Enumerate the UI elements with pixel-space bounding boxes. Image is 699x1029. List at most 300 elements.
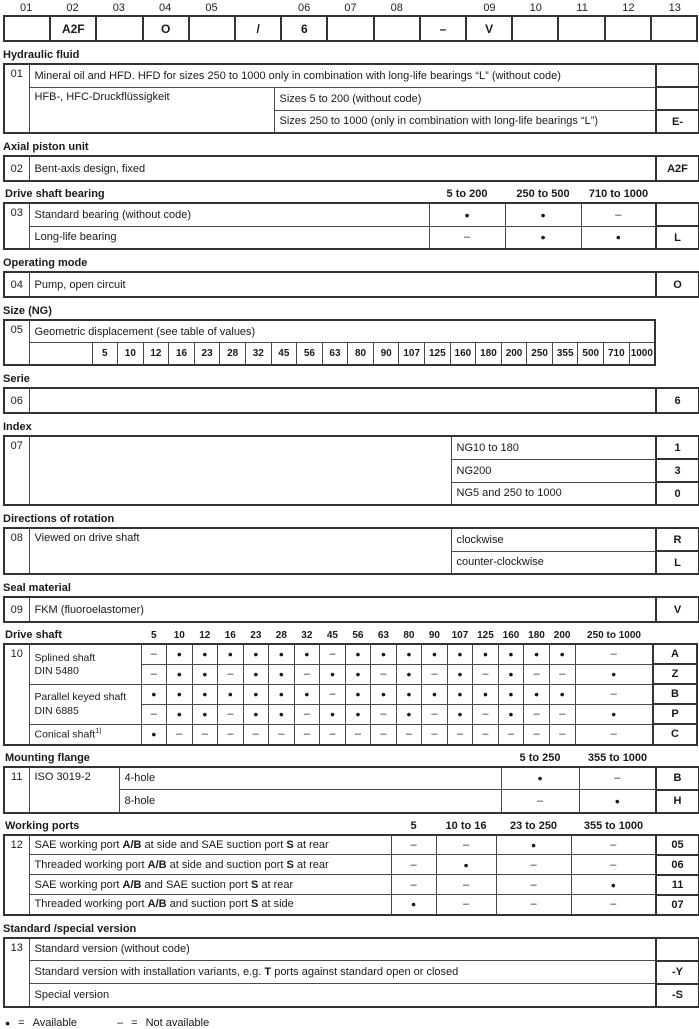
description: Mineral oil and HFD. HFD for sizes 250 to 1000 only in combination with long-life bearings “L” (without code) xyxy=(29,64,656,87)
table-row xyxy=(4,343,655,366)
availability-mark xyxy=(422,724,448,745)
description: NG10 to 180 xyxy=(451,436,656,459)
available-dot-icon: ● xyxy=(253,669,259,679)
not-available-dash-icon: – xyxy=(462,838,470,851)
available-dot-icon: ● xyxy=(176,669,182,679)
description: Standard bearing (without code) xyxy=(29,203,429,226)
code-cell: 0 xyxy=(656,482,699,505)
column-header: 23 to 250 xyxy=(509,819,558,832)
strip-label: 09 xyxy=(483,2,496,14)
section-title-axial-piston-unit: Axial piston unit xyxy=(3,141,89,153)
availability-mark xyxy=(496,835,571,855)
available-dot-icon: ● xyxy=(227,649,233,660)
rotation-table xyxy=(3,527,699,575)
not-available-dash-icon: – xyxy=(610,688,617,700)
available-dot-icon: ● xyxy=(278,649,284,660)
size-cell: 5 xyxy=(92,343,118,366)
availability-mark xyxy=(501,767,579,790)
strip-value-box: V xyxy=(467,17,513,40)
strip-label: 08 xyxy=(390,2,403,14)
availability-mark xyxy=(192,704,218,724)
not-available-dash-icon: – xyxy=(410,858,417,871)
available-dot-icon: ● xyxy=(611,669,617,679)
availability-mark xyxy=(571,895,656,915)
availability-mark xyxy=(167,644,193,664)
available-dot-icon: ● xyxy=(355,709,361,719)
column-header: 200 xyxy=(553,629,571,641)
available-dot-icon: ● xyxy=(202,649,208,660)
available-dot-icon: ● xyxy=(614,795,620,806)
availability-mark xyxy=(371,684,397,704)
serie-table xyxy=(3,387,699,414)
strip-value-box xyxy=(375,17,421,40)
availability-mark xyxy=(167,664,193,684)
row-number: 04 xyxy=(4,272,29,297)
standard-version-table xyxy=(3,937,699,1008)
row-number: 09 xyxy=(4,597,29,622)
code-cell: 6 xyxy=(656,388,699,413)
drive-shaft-table xyxy=(3,623,698,746)
availability-mark xyxy=(167,704,193,724)
code-cell: A2F xyxy=(656,156,699,181)
description: Special version xyxy=(29,984,656,1007)
not-available-dash-icon: – xyxy=(536,794,544,807)
strip-value-box: A2F xyxy=(51,17,97,40)
available-dot-icon: ● xyxy=(457,709,463,719)
code-cell: V xyxy=(656,597,699,622)
table-row xyxy=(4,767,699,790)
code-strip-boxes xyxy=(3,15,698,42)
not-available-dash-icon: – xyxy=(482,728,489,740)
code-cell: 06 xyxy=(656,855,699,875)
size-cell: 45 xyxy=(271,343,297,366)
availability-mark xyxy=(243,664,269,684)
available-dot-icon: ● xyxy=(355,649,361,660)
not-available-dash-icon: – xyxy=(431,708,438,720)
description: clockwise xyxy=(451,528,656,551)
description: 8-hole xyxy=(119,790,501,813)
availability-mark xyxy=(396,684,422,704)
not-available-dash-icon: – xyxy=(117,1016,124,1029)
available-dot-icon: ● xyxy=(380,649,386,660)
availability-mark xyxy=(192,664,218,684)
availability-mark xyxy=(294,724,320,745)
column-header: 355 to 1000 xyxy=(587,751,648,764)
availability-mark xyxy=(473,684,499,704)
availability-mark xyxy=(391,895,436,915)
size-cell: 12 xyxy=(143,343,169,366)
description: FKM (fluoroelastomer) xyxy=(29,597,656,622)
availability-mark xyxy=(391,835,436,855)
availability-mark xyxy=(192,724,218,745)
not-available-dash-icon: – xyxy=(462,898,470,911)
code-cell: 07 xyxy=(656,895,699,915)
available-dot-icon: ● xyxy=(410,899,417,910)
available-dot-icon: ● xyxy=(355,669,361,679)
availability-mark xyxy=(320,704,346,724)
column-header: 12 xyxy=(199,629,211,641)
description: Threaded working port A/B and suction port S at side xyxy=(29,895,391,915)
strip-value-box xyxy=(606,17,652,40)
section-header-row xyxy=(4,623,697,644)
column-header: 56 xyxy=(352,629,364,641)
table-row xyxy=(4,320,655,343)
description: Sizes 5 to 200 (without code) xyxy=(274,87,656,110)
not-available-dash-icon: – xyxy=(559,728,566,740)
availability-mark xyxy=(571,855,656,875)
description: Geometric displacement (see table of values) xyxy=(29,320,655,343)
size-cell: 28 xyxy=(220,343,246,366)
code-cell: B xyxy=(656,767,699,790)
availability-mark xyxy=(498,684,524,704)
not-available-dash-icon: – xyxy=(559,668,566,680)
not-available-dash-icon: – xyxy=(482,708,489,720)
size-cell: 160 xyxy=(450,343,476,366)
section-title-hydraulic-fluid: Hydraulic fluid xyxy=(3,49,80,61)
availability-mark xyxy=(320,724,346,745)
not-available-dash-icon: – xyxy=(303,728,310,740)
size-cell: 250 xyxy=(527,343,553,366)
availability-mark xyxy=(391,875,436,895)
strip-label: 11 xyxy=(576,2,588,14)
description: counter-clockwise xyxy=(451,551,656,574)
strip-value-box: / xyxy=(236,17,282,40)
size-cell: 500 xyxy=(578,343,604,366)
available-dot-icon: ● xyxy=(464,209,470,220)
available-dot-icon: ● xyxy=(463,859,469,870)
description xyxy=(29,388,656,413)
available-dot-icon: ● xyxy=(151,729,157,739)
size-cell: 125 xyxy=(425,343,451,366)
not-available-dash-icon: – xyxy=(410,838,417,851)
row-number: 06 xyxy=(4,388,29,413)
size-cell: 32 xyxy=(245,343,271,366)
availability-mark xyxy=(269,664,295,684)
table-row xyxy=(4,528,699,551)
code-cell: 05 xyxy=(656,835,699,855)
not-available-dash-icon: – xyxy=(329,648,336,661)
table-row xyxy=(4,597,699,622)
availability-mark xyxy=(218,704,244,724)
row-number: 05 xyxy=(4,320,29,365)
availability-mark xyxy=(396,724,422,745)
availability-mark xyxy=(218,684,244,704)
available-dot-icon: ● xyxy=(253,689,259,699)
not-available-dash-icon: – xyxy=(610,898,617,911)
column-header: 355 to 1000 xyxy=(583,819,644,832)
available-dot-icon: ● xyxy=(537,773,543,784)
section-title-serie: Serie xyxy=(3,373,30,385)
description: SAE working port A/B at side and SAE suction port S at rear xyxy=(29,835,391,855)
column-header: 160 xyxy=(502,629,520,641)
column-header: 125 xyxy=(477,629,494,641)
row-number: 02 xyxy=(4,156,29,181)
code-cell: L xyxy=(656,226,699,249)
column-header: 180 xyxy=(528,629,545,641)
legend-not-available-label: Not available xyxy=(145,1016,210,1029)
column-header: 28 xyxy=(275,629,287,641)
not-available-dash-icon: – xyxy=(278,728,285,740)
not-available-dash-icon: – xyxy=(329,728,336,740)
availability-mark xyxy=(579,790,656,813)
availability-mark xyxy=(549,664,575,684)
code-cell: Z xyxy=(653,664,697,684)
code-cell: 1 xyxy=(656,436,699,459)
legend-available-label: Available xyxy=(32,1016,78,1029)
code-cell xyxy=(656,938,699,961)
availability-mark xyxy=(371,664,397,684)
table-row xyxy=(4,272,699,297)
size-cell: 200 xyxy=(501,343,527,366)
available-dot-icon: ● xyxy=(559,649,565,660)
available-dot-icon: ● xyxy=(176,709,182,719)
available-dot-icon: ● xyxy=(457,669,463,679)
availability-mark xyxy=(371,724,397,745)
availability-mark xyxy=(243,724,269,745)
section-title-standard-version: Standard /special version xyxy=(3,922,137,935)
mounting-flange-table xyxy=(3,746,699,814)
availability-mark xyxy=(498,664,524,684)
code-cell: A xyxy=(653,644,697,664)
description: Parallel keyed shaft DIN 6885 xyxy=(29,684,141,724)
availability-mark xyxy=(345,724,371,745)
row-number: 12 xyxy=(4,835,29,915)
available-dot-icon: ● xyxy=(278,709,284,719)
availability-mark xyxy=(345,664,371,684)
available-dot-icon: ● xyxy=(615,232,621,243)
description: Standard version (without code) xyxy=(29,938,656,961)
available-dot-icon: ● xyxy=(253,709,259,719)
availability-mark xyxy=(320,664,346,684)
available-dot-icon: ● xyxy=(253,649,259,660)
availability-mark xyxy=(422,704,448,724)
size-cell: 710 xyxy=(604,343,630,366)
size-cell: 90 xyxy=(373,343,399,366)
description: Threaded working port A/B at side and suction port S at rear xyxy=(29,855,391,875)
axial-piston-unit-table xyxy=(3,155,699,182)
column-header: 16 xyxy=(224,629,236,641)
size-cell: 355 xyxy=(552,343,578,366)
strip-label xyxy=(420,2,466,14)
available-dot-icon: ● xyxy=(304,649,310,660)
available-dot-icon: ● xyxy=(406,669,412,679)
availability-mark xyxy=(447,644,473,664)
not-available-dash-icon: – xyxy=(462,878,470,891)
section-title-size: Size (NG) xyxy=(3,305,52,317)
code-cell: C xyxy=(653,724,697,745)
availability-mark xyxy=(192,684,218,704)
section-title-working-ports: Working ports xyxy=(5,819,80,832)
not-available-dash-icon: – xyxy=(150,648,157,661)
availability-mark xyxy=(505,203,581,226)
not-available-dash-icon: – xyxy=(610,728,617,740)
availability-mark xyxy=(141,664,167,684)
section-title-drive-shaft: Drive shaft xyxy=(5,629,62,641)
available-dot-icon: ● xyxy=(482,649,489,660)
available-dot-icon: ● xyxy=(304,689,310,699)
availability-mark xyxy=(498,724,524,745)
column-header: 63 xyxy=(377,629,389,641)
availability-mark xyxy=(549,704,575,724)
availability-mark xyxy=(571,835,656,855)
not-available-dash-icon: – xyxy=(533,728,540,740)
availability-mark xyxy=(396,704,422,724)
available-dot-icon: ● xyxy=(151,689,157,699)
code-cell: B xyxy=(653,684,697,704)
available-dot-icon: ● xyxy=(278,669,284,679)
strip-label: 03 xyxy=(112,2,125,14)
not-available-dash-icon: – xyxy=(482,668,489,680)
size-cell: 1000 xyxy=(629,343,655,366)
strip-value-box xyxy=(97,17,143,40)
availability-mark xyxy=(549,684,575,704)
strip-value-box xyxy=(190,17,236,40)
not-available-dash-icon: – xyxy=(227,668,234,680)
available-dot-icon: ● xyxy=(431,689,438,699)
available-dot-icon: ● xyxy=(508,669,514,679)
section-title-drive-shaft-bearing: Drive shaft bearing xyxy=(5,188,105,200)
spacer-cell xyxy=(29,343,92,366)
size-cell: 23 xyxy=(194,343,220,366)
availability-mark xyxy=(141,644,167,664)
strip-value-box: 6 xyxy=(282,17,328,40)
availability-mark xyxy=(575,704,653,724)
availability-mark xyxy=(167,724,193,745)
section-title-mounting-flange: Mounting flange xyxy=(5,751,90,764)
not-available-dash-icon: – xyxy=(530,898,537,911)
code-cell xyxy=(656,64,699,87)
availability-mark xyxy=(549,724,575,745)
row-number: 11 xyxy=(4,767,29,813)
not-available-dash-icon: – xyxy=(201,728,208,740)
section-title-rotation: Directions of rotation xyxy=(3,513,115,525)
hydraulic-fluid-table xyxy=(3,63,699,134)
availability-mark xyxy=(396,664,422,684)
availability-mark xyxy=(243,644,269,664)
not-available-dash-icon: – xyxy=(615,208,622,221)
availability-mark xyxy=(581,226,656,249)
section-title-operating-mode: Operating mode xyxy=(3,257,88,269)
table-row xyxy=(4,87,699,110)
not-available-dash-icon: – xyxy=(303,708,310,720)
available-dot-icon: ● xyxy=(533,689,540,699)
table-row xyxy=(4,855,699,875)
code-cell: P xyxy=(653,704,697,724)
availability-mark xyxy=(269,684,295,704)
availability-mark xyxy=(269,704,295,724)
available-dot-icon: ● xyxy=(202,669,208,679)
strip-label: 07 xyxy=(344,2,357,14)
strip-label xyxy=(235,2,281,14)
code-cell: -S xyxy=(656,984,699,1007)
not-available-dash-icon: – xyxy=(431,668,438,680)
table-row xyxy=(4,388,699,413)
size-cell: 10 xyxy=(118,343,144,366)
column-header: 5 to 250 xyxy=(519,751,561,764)
size-table xyxy=(3,319,656,366)
section-header-row xyxy=(4,182,699,203)
availability-mark xyxy=(473,724,499,745)
column-header: 32 xyxy=(301,629,313,641)
available-dot-icon: ● xyxy=(406,689,412,699)
not-available-dash-icon: – xyxy=(150,708,157,720)
row-number: 03 xyxy=(4,203,29,249)
availability-mark xyxy=(243,684,269,704)
legend xyxy=(3,1017,699,1029)
available-dot-icon: ● xyxy=(202,689,208,699)
availability-mark xyxy=(294,664,320,684)
available-dot-icon: ● xyxy=(329,709,335,719)
availability-mark xyxy=(345,644,371,664)
table-row xyxy=(4,961,699,984)
row-number: 07 xyxy=(4,436,29,505)
not-available-dash-icon: – xyxy=(150,668,157,680)
not-available-dash-icon: – xyxy=(303,668,310,680)
seal-table xyxy=(3,596,699,623)
column-header: 23 xyxy=(250,629,262,641)
availability-mark xyxy=(498,704,524,724)
available-dot-icon: ● xyxy=(176,689,182,699)
available-dot-icon: ● xyxy=(176,649,182,660)
description: 4-hole xyxy=(119,767,501,790)
size-cell: 63 xyxy=(322,343,348,366)
availability-mark xyxy=(192,644,218,664)
section-header-row xyxy=(4,746,699,767)
availability-mark xyxy=(581,203,656,226)
availability-mark xyxy=(501,790,579,813)
availability-mark xyxy=(218,644,244,664)
available-dot-icon: ● xyxy=(508,709,514,719)
availability-mark xyxy=(524,664,550,684)
column-header: 45 xyxy=(326,629,338,641)
not-available-dash-icon: – xyxy=(530,878,537,891)
description: Viewed on drive shaft xyxy=(29,528,451,574)
not-available-dash-icon: – xyxy=(227,728,234,740)
availability-mark xyxy=(422,644,448,664)
availability-mark xyxy=(473,644,499,664)
available-dot-icon: ● xyxy=(406,709,412,719)
availability-mark xyxy=(505,226,581,249)
column-header: 5 xyxy=(410,819,417,832)
not-available-dash-icon: – xyxy=(380,708,387,720)
code-cell xyxy=(656,203,699,226)
availability-mark xyxy=(447,684,473,704)
table-row xyxy=(4,938,699,961)
availability-mark xyxy=(422,664,448,684)
description: SAE working port A/B and SAE suction port S at rear xyxy=(29,875,391,895)
table-row xyxy=(4,835,699,855)
operating-mode-table xyxy=(3,271,699,298)
table-row xyxy=(4,436,699,459)
availability-mark xyxy=(571,875,656,895)
strip-label: 10 xyxy=(529,2,542,14)
availability-mark xyxy=(141,684,167,704)
row-number: 01 xyxy=(4,64,29,133)
not-available-dash-icon: – xyxy=(530,858,537,871)
column-header: 5 to 200 xyxy=(446,188,488,200)
size-cell: 56 xyxy=(297,343,323,366)
working-ports-table xyxy=(3,814,699,916)
description: NG5 and 250 to 1000 xyxy=(451,482,656,505)
strip-value-box xyxy=(5,17,51,40)
column-header: 80 xyxy=(403,629,415,641)
available-dot-icon: ● xyxy=(5,1017,11,1028)
availability-mark xyxy=(447,704,473,724)
availability-mark xyxy=(447,724,473,745)
table-row xyxy=(4,724,697,745)
size-cell: 180 xyxy=(476,343,502,366)
table-row xyxy=(4,226,699,249)
